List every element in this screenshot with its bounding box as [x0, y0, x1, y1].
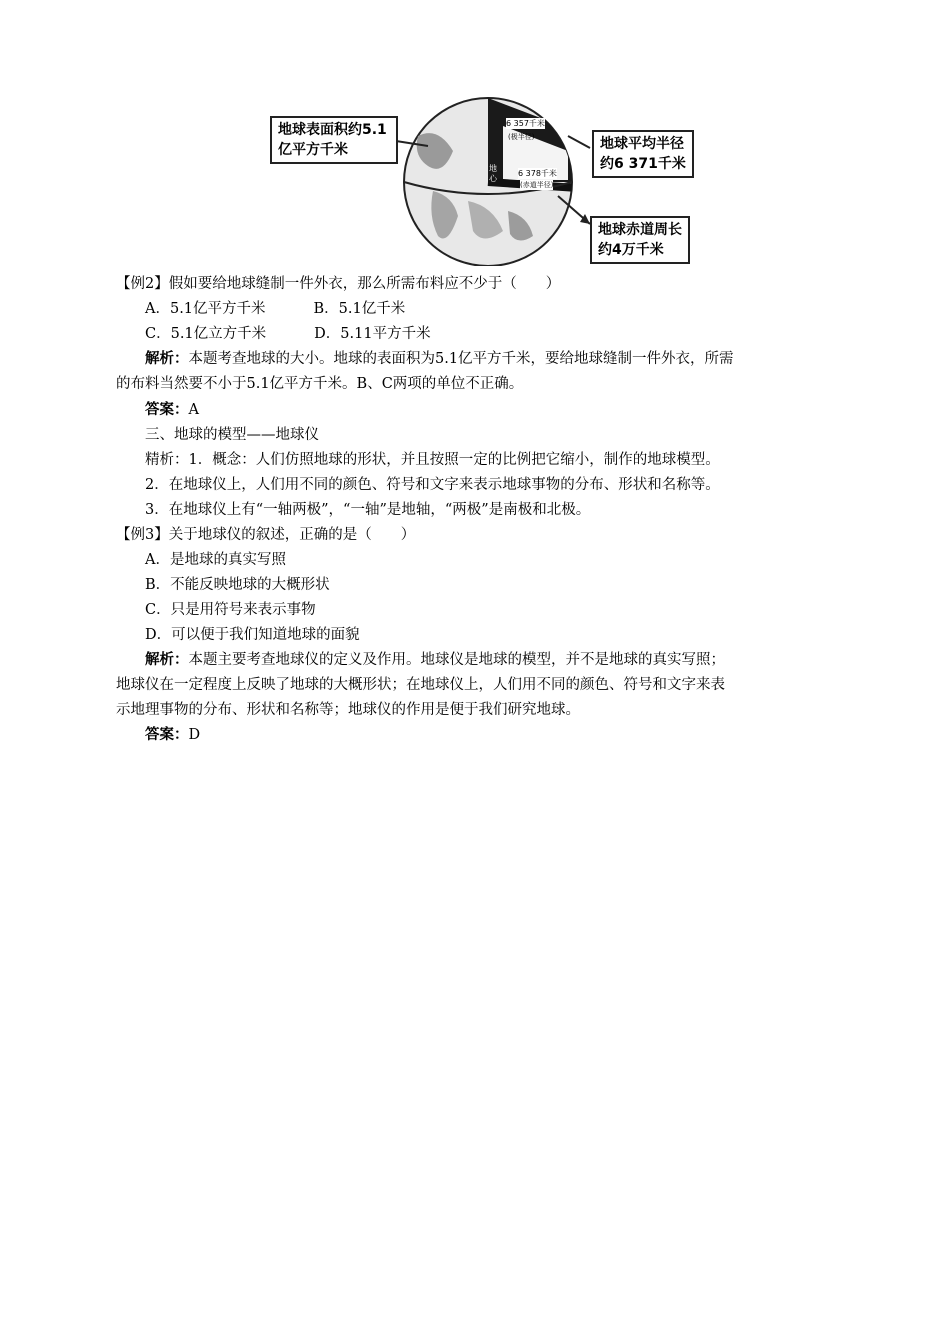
earth-figure [268, 96, 700, 266]
example3-answer-label: 答案： [145, 726, 189, 743]
example2-option-a: A．5.1亿平方千米 [145, 301, 266, 317]
example2-options-row1 [0, 297, 950, 318]
example2-answer [0, 398, 950, 419]
example3-option-d: D．可以便于我们知道地球的面貌 [145, 627, 360, 643]
surface-area-line-2: 亿平方千米 [278, 142, 348, 158]
example2-analysis-label: 解析： [145, 350, 189, 367]
example2-question-text: 假如要给地球缝制一件外衣，那么所需布料应不少于（ ） [168, 276, 561, 292]
example3-option-b: B．不能反映地球的大概形状 [145, 577, 330, 593]
section3-heading: 三、地球的模型——地球仪 [145, 427, 319, 443]
example2-answer-value: A [188, 402, 199, 418]
example3-analysis-line2: 地球仪在一定程度上反映了地球的大概形状；在地球仪上，人们用不同的颜色、符号和文字来表 [116, 677, 725, 693]
example3-analysis-label: 解析： [145, 651, 189, 668]
example3-analysis-text1: 本题主要考查地球仪的定义及作用。地球仪是地球的模型，并不是地球的真实写照； [188, 652, 725, 668]
example2-option-c: C．5.1亿立方千米 [145, 326, 267, 342]
equator-line-2: 约4万千米 [598, 242, 664, 258]
mean-radius-line-2: 约6 371千米 [600, 156, 686, 172]
example2-option-b: B．5.1亿千米 [313, 301, 406, 317]
mean-radius-label [592, 130, 694, 178]
polar-radius-label: (极半径) [508, 133, 535, 141]
example2-analysis-line2: 的布料当然要不小于5.1亿平方千米。B、C两项的单位不正确。 [116, 376, 524, 392]
example2-answer-label: 答案： [145, 401, 189, 418]
example2-option-d: D．5.11平方千米 [314, 326, 431, 342]
section3-point3: 3．在地球仪上有“一轴两极”，“一轴”是地轴，“两极”是南极和北极。 [145, 502, 591, 518]
section3-point2: 2．在地球仪上，人们用不同的颜色、符号和文字来表示地球事物的分布、形状和名称等。 [145, 477, 720, 493]
example3-answer [0, 723, 950, 744]
mean-radius-line-1: 地球平均半径 [600, 136, 684, 152]
equator-label [590, 216, 690, 264]
example2-analysis-text1: 本题考查地球的大小。地球的表面积为5.1亿平方千米，要给地球缝制一件外衣，所需 [188, 351, 734, 367]
example3-analysis-line1 [0, 648, 950, 669]
example3-title: 【例3】 [116, 527, 169, 543]
example3-answer-value: D [188, 727, 201, 743]
earth-center-label: 地心 [489, 164, 497, 183]
surface-area-line-1: 地球表面积约5.1 [278, 122, 387, 138]
example3-question [0, 523, 950, 544]
example3-option-a: A．是地球的真实写照 [145, 552, 286, 568]
equatorial-radius-label: (赤道半径) [520, 181, 554, 189]
example3-option-c: C．只是用符号来表示事物 [145, 602, 316, 618]
example3-question-text: 关于地球仪的叙述，正确的是（ ） [168, 527, 416, 543]
section3-point1: 精析：1．概念：人们仿照地球的形状，并且按照一定的比例把它缩小，制作的地球模型。 [145, 452, 720, 468]
example2-question [0, 272, 950, 293]
example2-title: 【例2】 [116, 276, 169, 292]
example3-analysis-line3: 示地理事物的分布、形状和名称等；地球仪的作用是便于我们研究地球。 [116, 702, 580, 718]
polar-radius-value: 6 357千米 [506, 119, 545, 128]
example2-options-row2 [0, 322, 950, 343]
equator-line-1: 地球赤道周长 [598, 222, 682, 238]
equatorial-radius-value: 6 378千米 [518, 169, 557, 178]
example2-analysis-line1 [0, 347, 950, 368]
surface-area-label [270, 116, 398, 164]
